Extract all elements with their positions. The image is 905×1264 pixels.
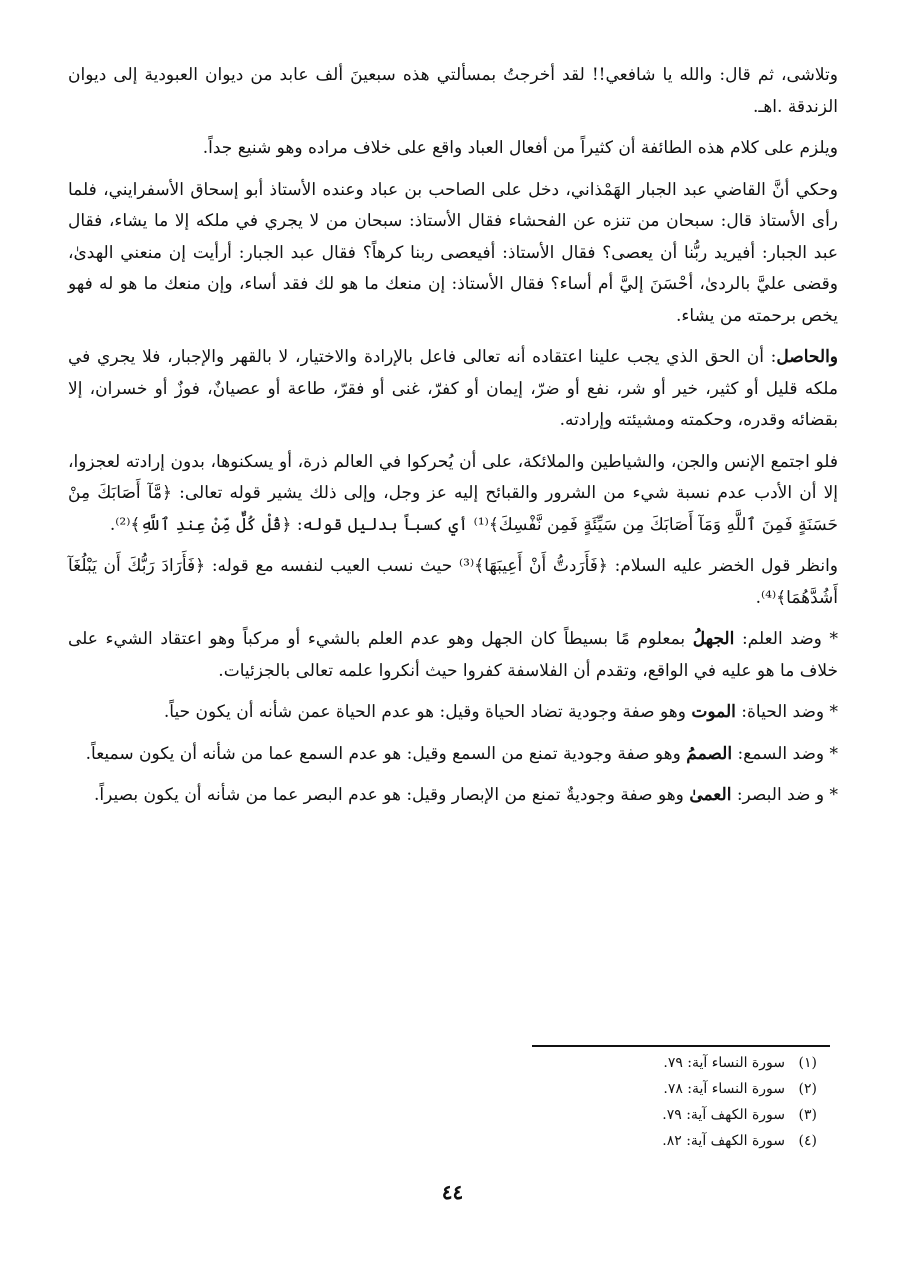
footnote-number: (٣) — [798, 1107, 817, 1123]
paragraph: * وضد العلم: الجهلُ بمعلوم مًا بسيطاً كان الجهل وهو عدم العلم بالشيء أو مركباً وهو اعتقاد الشيء على خلاف ما هو عليه في الواقع، وتقدم أن الفلاسفة كفروا حيث أنكروا علمه تعالى بالجزئيات. — [68, 629, 838, 681]
footnotes — [517, 1050, 817, 1154]
paragraph: * وضد السمع: الصممُ وهو صفة وجودية تمنع من السمع وقيل: هو عدم السمع عما من شأنه أن يكون سميعاً. — [85, 743, 838, 764]
body-text — [68, 60, 838, 822]
paragraph: والحاصل: أن الحق الذي يجب علينا اعتقاده أنه تعالى فاعل بالإرادة والاختيار، لا بالقهر والإجبار، فلا يجري في ملكه قليل أو كثير، خير أو شر، نفع أو ضرّ، إيمان أو كفرّ، غنى أو فقرّ، طاعة أو عصيانٌ، فوزٌ أو خسران، إلا بقضائه وقدره، وحكمته ومشيئته وإرادته. — [68, 347, 838, 430]
paragraph: * و ضد البصر: العمىٰ وهو صفة وجوديةٌ تمنع من الإبصار وقيل: هو عدم البصر عما من شأنه أن يكون بصيراً. — [94, 785, 838, 805]
paragraph: * وضد الحياة: الموت وهو صفة وجودية تضاد الحياة وقيل: هو عدم الحياة عمن شأنه أن يكون حياً. — [163, 702, 838, 722]
paragraph: وتلاشى، ثم قال: والله يا شافعي!! لقد أخرجتُ بمسألتي هذه سبعينَ ألف عابد من ديوان العبودية إلى ديوان الزندقة .اهـ. — [68, 65, 838, 117]
paragraph: وحكي أنَّ القاضي عبد الجبار الهَمْذاني، دخل على الصاحب بن عباد وعنده الأستاذ أبو إسحاق الأسفرايني، فلما رأى الأستاذ قال: سبحان من تنزه عن الفحشاء فقال الأستاذ: سبحان من لا يجري في ملكه إلا ما يشاء، فقال عبد الجبار: أفيريد ربُّنا أن يعصى؟ فقال الأستاذ: أفيعصى ربنا كرهاً؟ فقال عبد الجبار: أرأيت إن منعني الهدىٰ، وقضى عليَّ بالردىٰ، أحْسَنَ إليَّ أم أساء؟ فقال الأستاذ: إن منعك ما هو لك فقد أساء، وإن منعك ما هو له فهو يخص برحمته من يشاء. — [68, 179, 838, 326]
paragraph: ويلزم على كلام هذه الطائفة أن كثيراً من أفعال العباد واقع على خلاف مراده وهو شنيع جداً. — [202, 138, 838, 158]
bold-term: الموت — [691, 702, 736, 722]
bold-term: الصممُ — [686, 743, 733, 764]
bold-term: العمىٰ — [689, 785, 732, 805]
bold-lead: والحاصل — [776, 347, 838, 367]
page-number: ٤٤ — [441, 1180, 464, 1204]
footnote-number: (٢) — [798, 1081, 817, 1097]
paragraph: فلو اجتمع الإنس والجن، والشياطين والملائكة، على أن يُحركوا في العالم ذرة، أو يسكنوها، بدون إرادته لعجزوا، إلا أن الأدب عدم نسبة شيء من الشرور والقبائح إليه عز وجل، وإلى ذلك يشير قوله تعالى: ﴿مَّآ أَصَابَكَ مِنْ حَسَنَةٍ فَمِنَ ٱللَّهِ وَمَآ أَصَابَكَ مِن سَيِّئَةٍ فَمِن نَّفْسِكَ﴾⁽¹⁾ أي كسباً بدليل قوله: ﴿قُلْ كُلٌّ مِّنْ عِندِ ٱللَّهِ﴾⁽²⁾. — [68, 451, 838, 535]
footnote: (٤)سورة الكهف آية: ٨٢. — [517, 1128, 817, 1154]
footnote-divider — [532, 1045, 830, 1047]
bold-term: الجهلُ — [692, 629, 735, 649]
footnote: (٣)سورة الكهف آية: ٧٩. — [517, 1102, 817, 1128]
footnote: (٢)سورة النساء آية: ٧٨. — [517, 1076, 817, 1102]
footnote-number: (١) — [798, 1055, 817, 1071]
paragraph: وانظر قول الخضر عليه السلام: ﴿فَأَرَدتُّ أَنْ أَعِيبَهَا﴾⁽³⁾ حيث نسب العيب لنفسه مع قوله: ﴿فَأَرَادَ رَبُّكَ أَن يَبْلُغَآ أَشُدَّهُمَا﴾⁽⁴⁾. — [68, 556, 838, 608]
footnote: (١)سورة النساء آية: ٧٩. — [517, 1050, 817, 1076]
footnote-number: (٤) — [798, 1133, 817, 1149]
